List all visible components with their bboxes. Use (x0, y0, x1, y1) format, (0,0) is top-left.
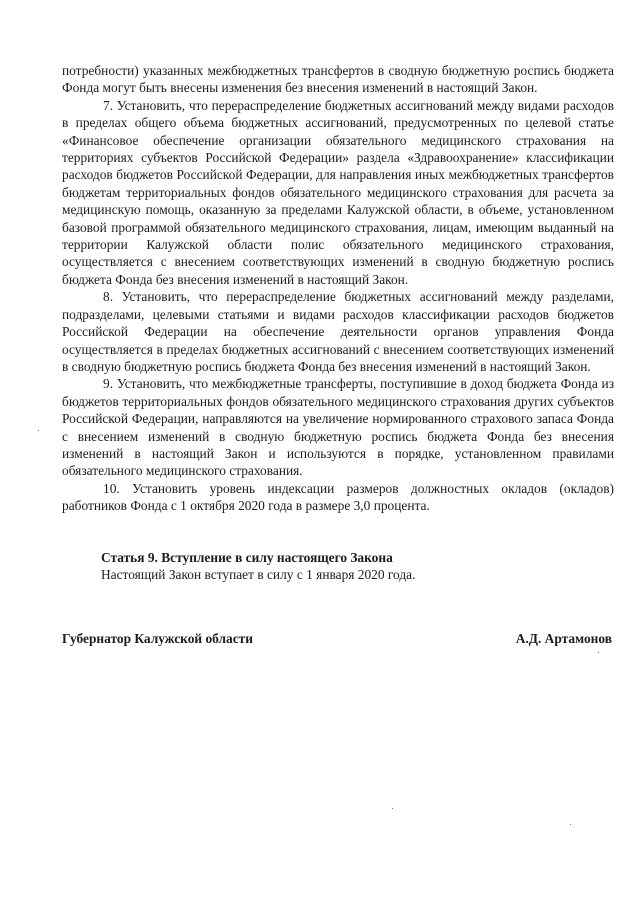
paragraph-continuation: потребности) указанных межбюджетных трансфертов в сводную бюджетную роспись бюджета Фонда могут быть внесены изменения без внесения изменений в настоящий Закон. (62, 63, 614, 96)
article-title: Статья 9. Вступление в силу настоящего Закона (101, 550, 393, 565)
paragraph-item-10: 10. Установить уровень индексации размеров должностных окладов (окладов) работников Фонда с 1 октября 2020 года в размере 3,0 процента. (62, 480, 614, 514)
scan-speck (392, 808, 393, 809)
scan-speck (598, 652, 599, 653)
signatory-name: А.Д. Артамонов (515, 631, 612, 646)
paragraph-item-8: 8. Установить, что перераспределение бюджетных ассигнований между разделами, подразделами, целевыми статьями и видами расходов классификации расходов бюджетов Российской Федерации на обеспечение деятельности органов управления Фонда осуществляется в пределах бюджетных ассигнований с внесением соответствующих изменений в сводную бюджетную роспись бюджета Фонда без внесения изменений в настоящий Закон. (62, 289, 614, 374)
paragraph-item-7: 7. Установить, что перераспределение бюджетных ассигнований между видами расходов в пределах общего объема бюджетных ассигнований, предусмотренных по целевой статье «Финансовое обеспечение организации обязательного медицинского страхования на территориях субъектов Российской Федерации» раздела «Здравоохранение» классификации расходов бюджетов Российской Федерации, для направления иных межбюджетных трансфертов бюджетам территориальных фондов обязательного медицинского страхования для расчета за медицинскую помощь, оказанную за пределами Калужской области, в объеме, установленном базовой программой обязательного медицинского страхования, лицам, имеющим выданный на территории Калужской области полис обязательного медицинского страхования, осуществляется с внесением соответствующих изменений в сводную бюджетную роспись бюджета Фонда без внесения изменений в настоящий Закон. (62, 97, 614, 287)
signatory-title: Губернатор Калужской области (62, 631, 253, 646)
scan-speck (38, 430, 39, 431)
article-9 (101, 549, 601, 584)
document-body (62, 62, 614, 515)
scan-speck (570, 824, 571, 825)
paragraph-item-9: 9. Установить, что межбюджетные трансферты, поступившие в доход бюджета Фонда из бюджетов территориальных фондов обязательного медицинского страхования других субъектов Российской Федерации, направляются на увеличение нормированного страхового запаса Фонда с внесением изменений в сводную бюджетную роспись бюджета Фонда без внесения изменений в настоящий Закон и используются в порядке, установленном правилами обязательного медицинского страхования. (62, 376, 614, 479)
article-body: Настоящий Закон вступает в силу с 1 января 2020 года. (101, 567, 416, 583)
